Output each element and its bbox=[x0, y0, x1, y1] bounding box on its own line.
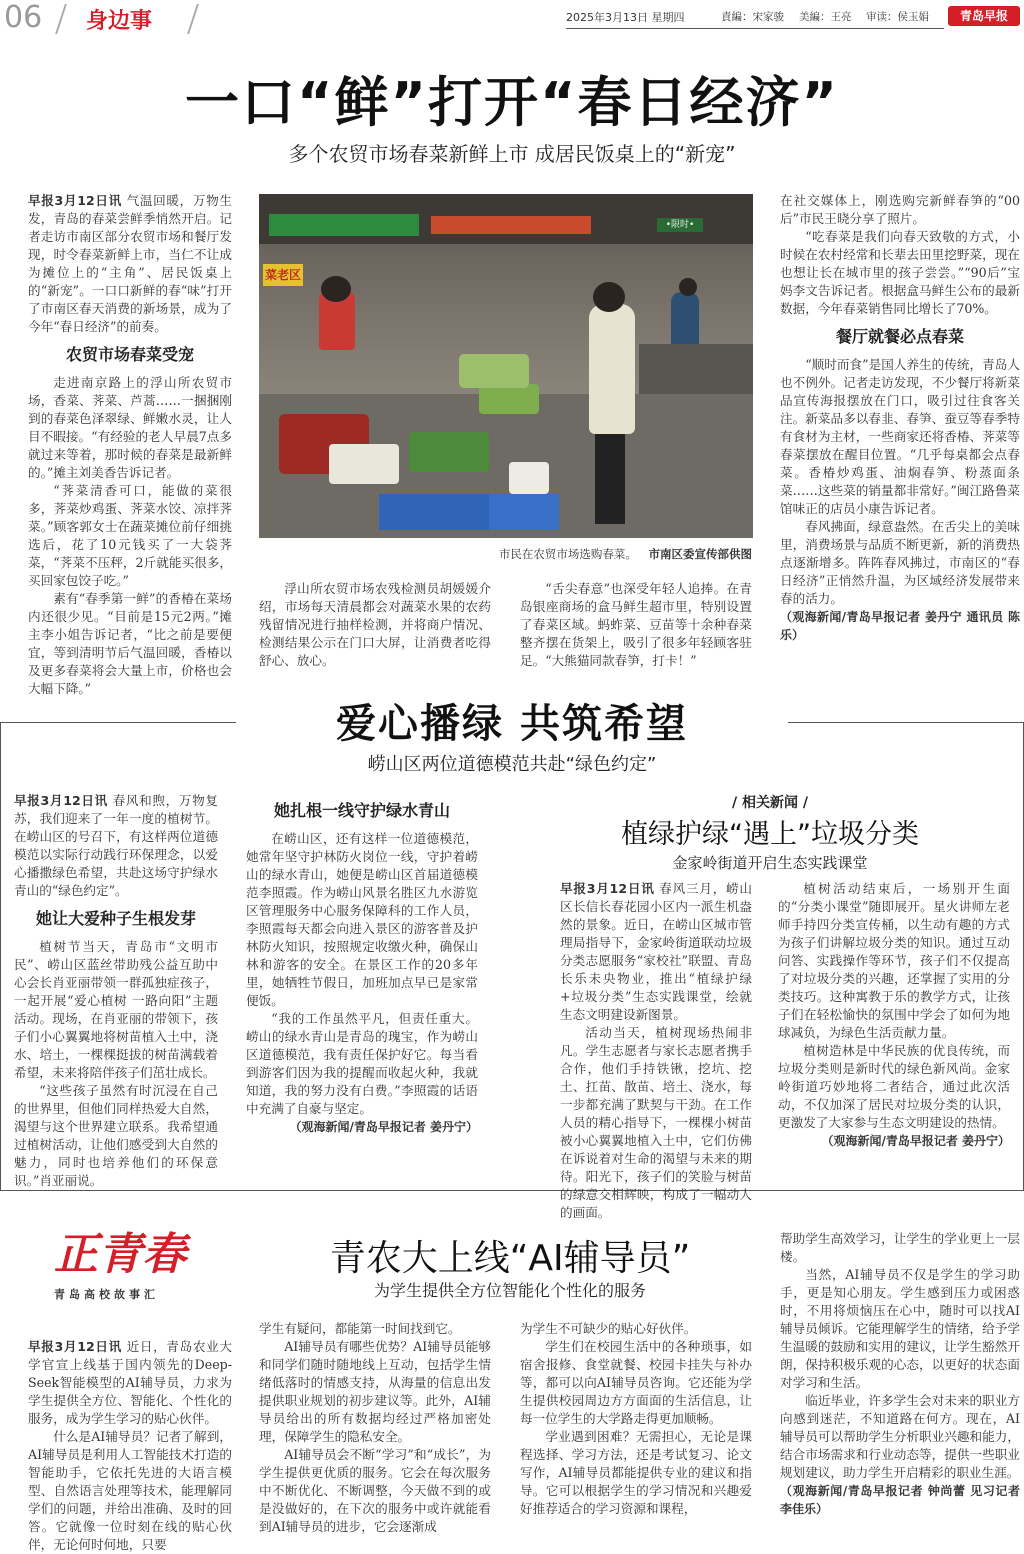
story1-column-3 bbox=[520, 580, 752, 672]
related-paragraph: 活动当天，植树现场热闹非凡。学生志愿者与家长志愿者携手合作，他们手持铁锹，挖坑、挖土、扛苗、散苗、培土、浇水，每一步都充满了默契与干劲。在工作人员的精心指导下，一棵棵小树苗被小心翼翼地植入土中，它们仿佛在诉说着对生命的渴望与未来的期待。阳光下，孩子们的笑脸与树苗的绿意交相辉映，构成了一幅动人的画面。 bbox=[560, 1025, 752, 1220]
related-byline: （观海新闻/青岛早报记者 姜丹宁） bbox=[821, 1134, 1010, 1148]
story3-paragraph: 什么是AI辅导员？记者了解到，AI辅导员是利用人工智能技术打造的智能助手，它依托先进的大语言模型、自然语言处理等技术，能理解同学们的问题，并给出准确、及时的回答。它就像一位时刻在线的贴心伙伴，无论何时何地，只要 bbox=[28, 1429, 232, 1552]
story3-paragraph: 帮助学生高效学习，让学生的学业更上一层楼。 bbox=[780, 1231, 1020, 1264]
related-title: 植绿护绿“遇上”垃圾分类 bbox=[621, 819, 919, 850]
story2-subtitle: 崂山区两位道德模范共赴“绿色约定” bbox=[367, 754, 657, 775]
editor-credit: 責編：宋家骏 bbox=[721, 11, 784, 23]
story3-column-4 bbox=[780, 1230, 1020, 1528]
related-column-2 bbox=[778, 880, 1010, 1184]
story3-paragraph: 学生们在校园生活中的各种琐事，如宿舍报修、食堂就餐、校园卡挂失与补办等，都可以向AI辅导员咨询。它还能为学生提供校园周边方方面面的生活信息，让每一位学生的大学路走得更加顺畅。 bbox=[520, 1339, 752, 1426]
header-slash-1 bbox=[55, 4, 67, 34]
story1-paragraph: “顺时而食”是国人养生的传统，青岛人也不例外。记者走访发现，不少餐厅将新菜品宣传海报摆放在门口，吸引过往食客关注。新菜品多以春韭、春笋、蚕豆等春季特有食材为主材，一些商家还将香椿、荠菜等春菜摆放在醒目位置。“几乎每桌都会点春菜。香椿炒鸡蛋、油焖春笋、粉蒸面条菜……这些菜的销量都非常好。”闽江路鲁菜馆味正的店员小康告诉记者。 bbox=[780, 357, 1020, 516]
section-title: 身边事 bbox=[86, 9, 153, 34]
column-logo bbox=[54, 1228, 194, 1302]
photo-credit: 市南区委宣传部供图 bbox=[648, 547, 752, 561]
story2-heading-2: 她扎根一线守护绿水青山 bbox=[273, 801, 450, 820]
story2-paragraph: “这些孩子虽然有时沉浸在自己的世界里，但他们同样热爱大自然，渴望与这个世界建立联系。我希望通过植树活动，让他们感受到大自然的魅力，同时也培养他们的环保意识。”肖亚丽说。 bbox=[14, 1083, 218, 1188]
story1-column-1 bbox=[28, 192, 232, 696]
related-lead: 春风三月，崂山区长信长春花园小区内一派生机盎然的景象。近日，在崂山区城市管理局指导下，金家岭街道联动垃圾分类志愿服务“家校社”联盟、青岛长乐未央物业，推出“植绿护绿+垃圾分类”生态实践课堂，绘就生态文明建设新图景。 bbox=[560, 881, 752, 1022]
art-credit: 美編：王亮 bbox=[799, 11, 852, 23]
related-subtitle: 金家岭街道开启生态实践课堂 bbox=[672, 854, 868, 872]
story1-column-2 bbox=[259, 580, 491, 672]
story1-column-4 bbox=[780, 192, 1020, 672]
related-tag: / 相关新闻 / bbox=[732, 795, 808, 811]
story2-heading-1: 她让大爱种子生根发芽 bbox=[35, 909, 196, 928]
story2-paragraph: “我的工作虽然平凡，但责任重大。崂山的绿水青山是青岛的瑰宝，作为崂山区道德模范，我有责任保护好它。每当看到游客们因为我的提醒而收起火种，我就知道，我的努力没有白费。”李照霞的话语中充满了自豪与坚定。 bbox=[246, 1011, 478, 1116]
story1-paragraph: 素有“春季第一鲜”的香椿在菜场内还很少见。“目前是15元2两。”摊主李小姐告诉记者，“比之前是要便宜，等到清明节后气温回暖，香椿以及更多春菜将会大量上市，价格也会大幅下降。” bbox=[28, 591, 232, 696]
story3-paragraph: 临近毕业，许多学生会对未来的职业方向感到迷茫，不知道路在何方。现在，AI辅导员可以帮助学生分析职业兴趣和能力，结合市场需求和行业动态等，提供一些职业规划建议，助力学生开启精彩的职业生涯。 bbox=[780, 1393, 1020, 1480]
related-paragraph: 植树活动结束后，一场别开生面的“分类小课堂”随即展开。星火讲师左老师手持四分类宣传桶，以生动有趣的方式为孩子们讲解垃圾分类的知识。通过互动问答、实践操作等环节，孩子们不仅提高了对垃圾分类的兴趣，还掌握了实用的分类技巧。这种寓教于乐的教学方式，让孩子们在轻松愉快的氛围中学会了如何为地球减负，为绿色生活贡献力量。 bbox=[778, 881, 1010, 1040]
story3-paragraph: 为学生不可缺少的贴心好伙伴。 bbox=[520, 1321, 697, 1336]
story2-byline: （观海新闻/青岛早报记者 姜丹宁） bbox=[289, 1120, 478, 1134]
story3-paragraph: AI辅导员有哪些优势？AI辅导员能够和同学们随时随地线上互动，包括学生情绪低落时的情感支持，从海量的信息出发提供职业规划的初步建议等。此外，AI辅导员给出的所有数据均经过严格加密处理，保障学生的隐私安全。 bbox=[259, 1339, 491, 1444]
related-paragraph: 植树造林是中华民族的优良传统，而垃圾分类则是新时代的绿色新风尚。金家岭街道巧妙地将二者结合，通过此次活动，不仅加深了居民对垃圾分类的认识，更激发了大家参与生态文明建设的热情。 bbox=[778, 1043, 1010, 1130]
story3-column-2 bbox=[259, 1320, 491, 1534]
market-photo bbox=[259, 194, 753, 538]
photo-caption-text: 市民在农贸市场选购春菜。 bbox=[498, 547, 637, 561]
story2-title: 爱心播绿 共筑希望 bbox=[336, 701, 688, 747]
header-slash-2 bbox=[187, 4, 199, 34]
story2-dateline: 早报3月12日讯 bbox=[14, 793, 108, 808]
proof-credit: 审读：侯玉娟 bbox=[866, 11, 929, 23]
story3-byline: （观海新闻/青岛早报记者 钟尚蕾 见习记者 李佳乐） bbox=[780, 1484, 1020, 1516]
story1-paragraph: “吃春菜是我们向春天致敬的方式，小时候在农村经常和长辈去田里挖野菜，现在也想让长在城市里的孩子尝尝。”“90后”宝妈李文告诉记者。根据盒马鲜生公布的最新数据，今年春菜销售同比增长了70%。 bbox=[780, 229, 1020, 316]
photo-caption bbox=[460, 546, 752, 562]
column-logo-text: 正青春 bbox=[54, 1229, 186, 1280]
story3-paragraph: 学业遇到困难？无需担心，无论是课程选择、学习方法，还是考试复习、论文写作，AI辅导员都能提供专业的建议和指导。它可以根据学生的学习情况和兴趣爱好推荐适合的学习资源和课程， bbox=[520, 1429, 752, 1516]
story1-heading-market: 农贸市场春菜受宠 bbox=[65, 345, 194, 364]
story1-byline: （观海新闻/青岛早报记者 姜丹宁 通讯员 陈乐） bbox=[780, 610, 1020, 642]
header-rule bbox=[566, 28, 944, 29]
column-logo-subtitle: 青岛高校故事汇 bbox=[54, 1288, 159, 1301]
story3-column-3 bbox=[520, 1320, 752, 1528]
photo-sign: •限时• bbox=[657, 218, 703, 232]
story2-column-1 bbox=[14, 792, 218, 1186]
issue-date: 2025年3月13日 星期四 bbox=[566, 11, 685, 24]
story1-paragraph: 浮山所农贸市场农残检测员胡媛媛介绍，市场每天清晨都会对蔬菜水果的农药残留情况进行抽样检测，并将商户情况、检测结果公示在门口大屏，让消费者吃得舒心、放心。 bbox=[259, 581, 491, 668]
story2-box-left bbox=[0, 722, 1, 1190]
story3-column-1 bbox=[28, 1338, 232, 1552]
story1-heading-restaurant: 餐厅就餐必点春菜 bbox=[835, 327, 964, 346]
story3-lead: 近日，青岛农业大学官宣上线基于国内领先的Deep-Seek智能模型的AI辅导员，力求为学生提供全方位、智能化、个性化的服务，成为学生学习的贴心伙伴。 bbox=[28, 1339, 232, 1426]
story3-dateline: 早报3月12日讯 bbox=[28, 1339, 122, 1354]
related-dateline: 早报3月12日讯 bbox=[560, 881, 655, 896]
story1-paragraph: “荠菜清香可口，能做的菜很多，荠菜炒鸡蛋、荠菜水饺、凉拌荠菜。”顾客郭女士在蔬菜摊位前仔细挑选后，花了10元钱买了一大袋荠菜，“荠菜不压秤，2斤就能买很多，买回家包饺子吃。” bbox=[28, 483, 232, 588]
story1-paragraph: 走进南京路上的浮山所农贸市场，香菜、荠菜、芦蒿……一捆捆刚到的春菜色泽翠绿、鲜嫩水灵，让人目不暇接。“有经验的老人早晨7点多就过来等着，那时候的春菜是最新鲜的。”摊主刘美香告诉记者。 bbox=[28, 375, 232, 480]
story3-paragraph: AI辅导员会不断“学习”和“成长”，为学生提供更优质的服务。它会在每次服务中不断优化、不断调整，今天做不到的或是没做好的，在下次的服务中或许就能看到AI辅导员的进步，它会逐渐成 bbox=[259, 1447, 491, 1534]
related-column-1 bbox=[560, 880, 752, 1220]
story1-lead: 气温回暖，万物生发，青岛的春菜尝鲜季悄然开启。记者走访市南区部分农贸市场和餐厅发现，时令春菜新鲜上市，当仁不让成为摊位上的“主角”、居民饭桌上的“新宠”。一口口新鲜的春“味”打开了市南区春天消费的新场景，成为了今年“春日经济”的前奏。 bbox=[28, 193, 232, 334]
story3-paragraph: 学生有疑问，都能第一时间找到它。 bbox=[259, 1321, 461, 1336]
story3-title: 青农大上线“AI辅导员” bbox=[329, 1238, 691, 1279]
story3-paragraph: 当然，AI辅导员不仅是学生的学习助手，更是知心朋友。学生感到压力或困惑时，不用将烦恼压在心中，随时可以找AI辅导员倾诉。它能理解学生的情绪，给予学生温暖的鼓励和实用的建议，让学生豁然开朗，保持积极乐观的心态，以更好的状态面对学习和生活。 bbox=[780, 1267, 1020, 1390]
story2-paragraph: 植树节当天，青岛市“文明市民”、崂山区蓝丝带助残公益互助中心会长肖亚丽带领一群孤独症孩子，一起开展“爱心植树 一路向阳”主题活动。现场，在肖亚丽的带领下，孩子们小心翼翼地将树苗植入土中，浇水、培土，一棵棵挺拔的树苗满载着希望，未来将陪伴孩子们茁壮成长。 bbox=[14, 939, 218, 1080]
story1-paragraph: 春风拂面，绿意盎然。在舌尖上的美味里，消费场景与品质不断更新，新的消费热点逐渐增多。阵阵春风拂过，市南区的“春日经济”正悄然升温，为区域经济发展带来春的活力。 bbox=[780, 519, 1020, 606]
photo-sign: 菜老区 bbox=[263, 264, 303, 286]
story1-paragraph: 在社交媒体上，刚选购完新鲜春笋的“00后”市民王晓分享了照片。 bbox=[780, 193, 1020, 226]
story2-column-2 bbox=[246, 792, 478, 1186]
story2-lead: 春风和煦，万物复苏，我们迎来了一年一度的植树节。在崂山区的号召下，有这样两位道德模范以实际行动践行环保理念，以爱心播撒绿色希望，共赴这场守护绿水青山的“绿色约定”。 bbox=[14, 793, 218, 898]
page-number: 06 bbox=[4, 0, 43, 35]
story1-paragraph: “舌尖春意”也深受年轻人追捧。在青岛银座商场的盒马鲜生超市里，特别设置了春菜区域。蚂蚱菜、豆苗等十余种春菜整齐摆在货架上，吸引了很多年轻顾客驻足。“大熊猫同款春笋，打卡！” bbox=[520, 581, 752, 668]
story1-dateline: 早报3月12日讯 bbox=[28, 193, 122, 208]
brand-logo: 青岛早报 bbox=[948, 6, 1020, 26]
story3-subtitle: 为学生提供全方位智能化个性化的服务 bbox=[373, 1281, 646, 1300]
story2-paragraph: 在崂山区，还有这样一位道德模范，她常年坚守护林防火岗位一线，守护着崂山的绿水青山，她便是崂山区首届道德模范李照霞。作为崂山风景名胜区九水游览区管理服务中心服务保障科的工作人员，李照霞每天都会向进入景区的游客普及护林防火知识，按照规定收缴火种，确保山林和游客的安全。在景区工作的20多年里，她牺牲节假日，加班加点早已是家常便饭。 bbox=[246, 831, 478, 1008]
story1-title: 一口“鲜”打开“春日经济” bbox=[185, 71, 839, 134]
story2-box-bottom bbox=[0, 1190, 1024, 1191]
story1-subtitle: 多个农贸市场春菜新鲜上市 成居民饭桌上的“新宠” bbox=[288, 142, 736, 166]
